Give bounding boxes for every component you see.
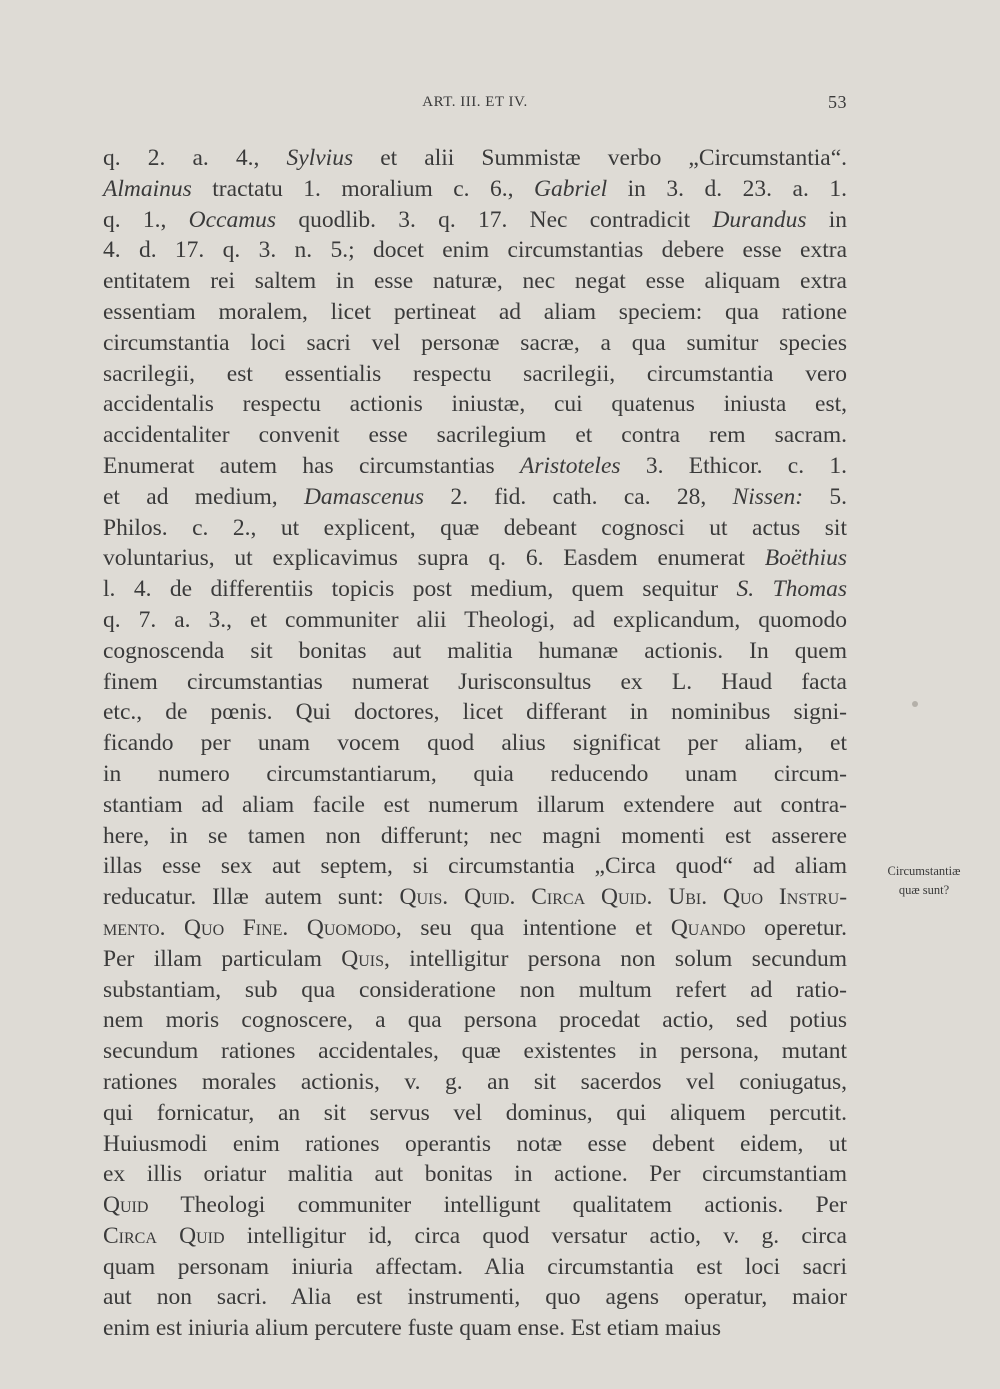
text-line: [103, 1036, 847, 1067]
marginal-note-line: Circumstantiæ: [887, 864, 961, 878]
text-line: [103, 174, 847, 205]
text-run: quodlib. 3. q. 17. Nec contradicit: [276, 206, 713, 233]
text-run: 3. Ethicor. c. 1.: [620, 452, 847, 479]
text-run: [165, 915, 184, 941]
text-run: q. 1.,: [103, 206, 189, 233]
text-line: [103, 759, 847, 790]
text-run: etc., de pœnis. Qui doctores, licet differant in nominibus signi-: [103, 699, 847, 726]
text-line: [103, 297, 847, 328]
small-caps-run: Ubi.: [668, 884, 708, 911]
text-run: voluntarius, ut explicavimus supra q. 6. Easdem enumerat: [103, 545, 765, 572]
text-run: intelligitur persona non solum secundum: [389, 945, 847, 972]
text-line: [103, 1221, 847, 1252]
text-line: [103, 420, 847, 451]
text-run: illas esse sex aut septem, si circumstantia „Circa quod“ ad aliam: [103, 853, 847, 880]
text-run: quam personam iniuria affectam. Alia circumstantia est loci sacri: [103, 1253, 847, 1280]
text-line: [103, 913, 847, 944]
text-run: nem moris cognoscere, a qua persona procedat actio, sed potius: [103, 1007, 847, 1034]
text-line: [103, 728, 847, 759]
text-run: here, in se tamen non differunt; nec magni momenti est asserere: [103, 822, 847, 849]
text-line: [103, 359, 847, 390]
text-run: accidentaliter convenit esse sacrilegium et contra rem sacram.: [103, 422, 847, 449]
small-caps-run: mento.: [103, 914, 166, 941]
text-run: [515, 884, 531, 910]
text-run: Per illam particulam: [103, 945, 342, 972]
text-run: Theologi communiter intelligunt qualitatem actionis. Per: [148, 1192, 847, 1219]
text-run: aut non sacri. Alia est instrumenti, quo agens operatur, maior: [103, 1284, 847, 1311]
text-run: circumstantia loci sacri vel personæ sacræ, a qua sumitur species: [103, 329, 847, 356]
text-run: in: [806, 206, 847, 233]
italic-run: Sylvius: [286, 145, 354, 171]
text-run: l. 4. de differentiis topicis post medium, quem sequitur: [103, 576, 737, 603]
paper-speck: [912, 701, 918, 707]
text-line: [103, 143, 847, 174]
text-run: 4. d. 17. q. 3. n. 5.; docet enim circumstantias debere esse extra: [103, 237, 847, 264]
text-line: [103, 451, 847, 482]
text-line: [103, 1129, 847, 1160]
text-run: [448, 884, 464, 910]
text-run: finem circumstantias numerat Jurisconsultus ex L. Haud facta: [103, 668, 847, 695]
text-line: [103, 1005, 847, 1036]
text-run: et ad medium,: [103, 483, 304, 510]
text-line: [103, 851, 847, 882]
running-title: ART. III. ET IV.: [422, 94, 528, 110]
text-run: entitatem rei saltem in esse naturæ, nec negat esse aliquam extra: [103, 268, 847, 295]
text-line: [103, 1159, 847, 1190]
small-caps-run: Quomodo,: [306, 914, 402, 941]
text-line: [103, 790, 847, 821]
text-line: [103, 1313, 847, 1344]
text-run: substantiam, sub qua consideratione non multum refert ad ratio-: [103, 976, 847, 1003]
small-caps-run: Quo Instru-: [722, 884, 848, 911]
text-line: [103, 821, 847, 852]
text-run: q. 2. a. 4.,: [103, 145, 287, 171]
marginal-note: [849, 862, 999, 900]
text-run: accidentalis respectu actionis iniustæ, cui quatenus iniusta est,: [103, 391, 847, 418]
text-run: intelligitur id, circa quod versatur actio, v. g. circa: [224, 1222, 847, 1249]
italic-run: Durandus: [712, 206, 807, 233]
italic-run: Gabriel: [534, 175, 608, 202]
text-run: stantiam ad aliam facile est numerum illarum extendere aut contra-: [103, 791, 847, 818]
text-run: Enumerat autem has circumstantias: [103, 452, 520, 479]
text-line: [103, 1282, 847, 1313]
italic-run: Occamus: [188, 206, 277, 233]
text-line: [103, 513, 847, 544]
text-run: essentiam moralem, licet pertineat ad aliam speciem: qua ratione: [103, 298, 847, 325]
small-caps-run: Quando: [670, 914, 746, 941]
text-line: [103, 697, 847, 728]
italic-run: Almainus: [103, 175, 192, 202]
text-run: sacrilegii, est essentialis respectu sacrilegii, circumstantia vero: [103, 360, 847, 387]
running-head: [103, 92, 847, 116]
text-run: tractatu 1. moralium c. 6.,: [191, 175, 535, 202]
text-run: 5.: [803, 483, 847, 510]
text-line: [103, 266, 847, 297]
text-run: et alii Summistæ verbo „Circumstantia“.: [353, 145, 847, 171]
text-line: [103, 975, 847, 1006]
text-line: [103, 636, 847, 667]
text-run: in 3. d. 23. a. 1.: [607, 175, 847, 202]
text-line: [103, 1252, 847, 1283]
text-run: enim est iniuria alium percutere fuste quam ense. Est etiam maius: [103, 1315, 721, 1342]
small-caps-run: Circa Quid.: [531, 884, 653, 911]
text-run: [288, 915, 307, 941]
text-run: in numero circumstantiarum, quia reducendo unam circum-: [103, 760, 847, 787]
text-run: qui fornicatur, an sit servus vel dominus, qui aliquem percutit.: [103, 1099, 847, 1126]
text-run: Huiusmodi enim rationes operantis notæ esse debent eidem, ut: [103, 1130, 847, 1157]
text-line: [103, 205, 847, 236]
marginal-note-line: quæ sunt?: [898, 883, 950, 897]
italic-run: Nissen:: [732, 483, 804, 510]
text-run: ex illis oriatur malitia aut bonitas in actione. Per circumstantiam: [103, 1161, 847, 1188]
body-text: [103, 143, 847, 1344]
text-line: [103, 1190, 847, 1221]
text-run: operetur.: [745, 914, 848, 941]
text-line: [103, 574, 847, 605]
italic-run: Damascenus: [303, 483, 425, 510]
italic-run: Aristoteles: [520, 452, 621, 479]
text-line: [103, 1098, 847, 1129]
text-run: [707, 884, 723, 910]
text-run: [652, 884, 668, 910]
italic-run: S. Thomas: [736, 576, 847, 603]
text-line: [103, 667, 847, 698]
text-run: rationes morales actionis, v. g. an sit sacerdos vel coniugatus,: [103, 1068, 847, 1095]
text-line: [103, 1067, 847, 1098]
text-run: q. 7. a. 3., et communiter alii Theologi, ad explicandum, quomodo: [103, 606, 847, 633]
text-line: [103, 882, 847, 913]
text-run: Philos. c. 2., ut explicent, quæ debeant cognosci ut actus sit: [103, 514, 847, 541]
text-line: [103, 235, 847, 266]
small-caps-run: Quis,: [341, 945, 390, 972]
text-run: seu qua intentione et: [401, 914, 671, 941]
small-caps-run: Quo Fine.: [184, 914, 289, 941]
text-run: ficando per unam vocem quod alius significat per aliam, et: [103, 730, 847, 757]
italic-run: Boëthius: [764, 545, 847, 572]
small-caps-run: Quid: [103, 1192, 149, 1219]
text-run: 2. fid. cath. ca. 28,: [424, 483, 733, 510]
text-line: [103, 482, 847, 513]
text-line: [103, 543, 847, 574]
text-line: [103, 389, 847, 420]
small-caps-run: Circa Quid: [103, 1222, 225, 1249]
text-run: secundum rationes accidentales, quæ existentes in persona, mutant: [103, 1038, 847, 1065]
page-number: 53: [828, 92, 847, 112]
text-line: [103, 605, 847, 636]
small-caps-run: Quis.: [399, 884, 449, 911]
text-run: reducatur. Illæ autem sunt:: [103, 884, 400, 911]
text-run: cognoscenda sit bonitas aut malitia humanæ actionis. In quem: [103, 637, 847, 664]
small-caps-run: Quid.: [464, 884, 516, 911]
text-line: [103, 944, 847, 975]
text-line: [103, 328, 847, 359]
